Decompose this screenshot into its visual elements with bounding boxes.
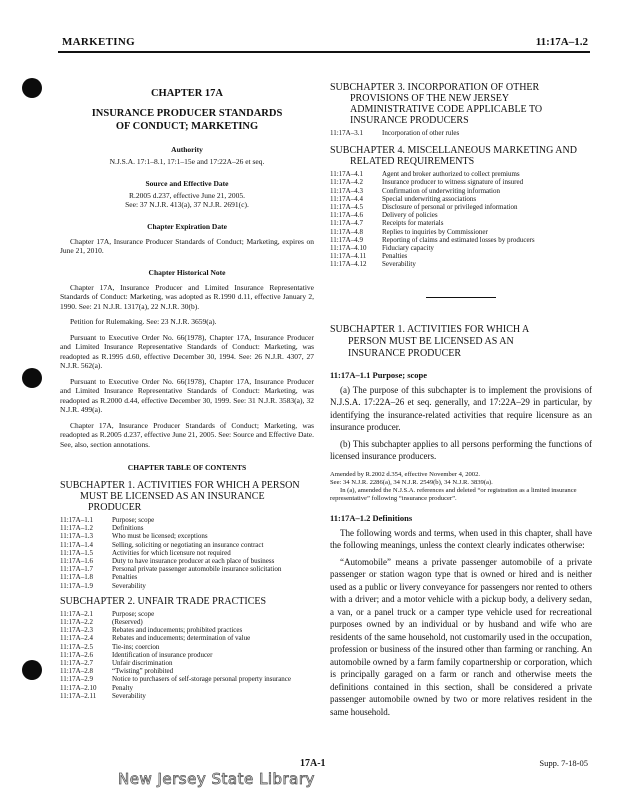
toc-entry [60, 573, 281, 581]
right-column [330, 82, 592, 718]
amendment-note-line1: Amended by R.2002 d.354, effective November 4, 2002. [330, 470, 481, 478]
toc-subchapter-4-list [330, 170, 535, 268]
toc-entry [60, 557, 281, 565]
toc-subchapter-4-heading [330, 145, 592, 167]
toc-entry [60, 675, 291, 683]
history-para: Pursuant to Executive Order No. 66(1978), Chapter 17A, Insurance Producer and Limited Insurance Representative Standards of Conduct: Marketing, was readopted as R.2000 d.44, effective December 30, 1999. See: 31 N.J.R. 3583(a), 32 N.J.R. 499(a). [60, 376, 314, 414]
toc-entry [330, 236, 535, 244]
history-heading: Chapter Historical Note [148, 267, 226, 277]
toc-entry-title: “Twisting” prohibited [112, 667, 174, 676]
toc-entry-title: Receipts for materials [382, 219, 444, 228]
toc-entry-number: 11:17A–1.9 [60, 581, 93, 590]
toc-sub2-line1: SUBCHAPTER 2. UNFAIR TRADE PRACTICES [60, 595, 267, 607]
toc-sub4-line1: SUBCHAPTER 4. MISCELLANEOUS MARKETING AND [330, 145, 577, 157]
toc-entry [60, 582, 281, 590]
toc-entry-number: 11:17A–3.1 [330, 129, 363, 137]
toc-entry-title: Special underwriting associations [382, 194, 477, 203]
toc-entry-title: Unfair discrimination [112, 659, 173, 668]
toc-entry-number: 11:17A–4.7 [330, 219, 363, 228]
toc-sub3-line3: ADMINISTRATIVE CODE APPLICABLE TO [350, 104, 543, 115]
toc-entry-title: Severability [112, 581, 146, 590]
toc-entry-number: 11:17A–4.6 [330, 211, 363, 220]
history-para: Pursuant to Executive Order No. 66(1978), Chapter 17A, Insurance Producer and Limited Insurance Representative Standards of Conduct: Marketing, was readopted as R.1995 d.60, effective December 30, 1994. See: 26 N.J.R. 4307, 27 N.J.R. 562(a). [60, 332, 314, 370]
toc-entry-title: Insurance producer to witness signature of insured [382, 178, 524, 187]
toc-entry [330, 170, 535, 178]
toc-entry-number: 11:17A–4.3 [330, 186, 363, 195]
punch-hole-top [22, 78, 42, 98]
toc-entry-number: 11:17A–1.6 [60, 557, 93, 566]
toc-entry-title: Activities for which licensure not required [112, 548, 231, 557]
toc-entry-number: 11:17A–1.5 [60, 548, 93, 557]
toc-entry [60, 626, 291, 634]
toc-entry-number: 11:17A–2.1 [60, 609, 93, 618]
toc-entry-number: 11:17A–2.6 [60, 650, 93, 659]
toc-entry-title: Rebates and inducements; determination of value [112, 634, 251, 643]
rule-1-1-para-a: (a) The purpose of this subchapter is to implement the provisions of N.J.S.A. 17:22A–26 et seq. generally, and 17:22A–29 in particular, by identifying the insurance-related activities that require licensure as an insurance producer. [330, 384, 592, 433]
toc-entry-title: Personal private passenger automobile insurance solicitation [112, 565, 282, 574]
toc-entry [60, 692, 291, 700]
toc-entry-title: Incorporation of other rules [382, 129, 460, 137]
toc-entry [60, 541, 281, 549]
toc-entry [60, 549, 281, 557]
toc-entry-number: 11:17A–4.9 [330, 235, 363, 244]
toc-entry-title: Disclosure of personal or privileged information [382, 203, 518, 212]
toc-entry-number: 11:17A–4.8 [330, 227, 363, 236]
toc-entry [330, 203, 535, 211]
toc-entry-title: Notice to purchasers of self-storage personal property insurance [112, 675, 292, 684]
subchapter-1-line3: INSURANCE PRODUCER [348, 347, 462, 359]
toc-entry [60, 643, 291, 651]
source-line1: R.2005 d.237, effective June 21, 2005. [128, 190, 246, 200]
punch-hole-bottom [22, 660, 42, 680]
subchapter-1-heading [330, 324, 592, 360]
toc-entry-title: Penalties [382, 252, 408, 261]
toc-entry-title: Duty to have insurance producer at each place of business [112, 557, 275, 566]
toc-heading: CHAPTER TABLE OF CONTENTS [127, 463, 247, 472]
history-para: Petition for Rulemaking. See: 23 N.J.R. 3659(a). [70, 317, 217, 326]
rule-1-2-heading: 11:17A–1.2 Definitions [330, 512, 413, 523]
rule-1-1-para-b: (b) This subchapter applies to all persons performing the functions of licensed insurance producers. [330, 438, 592, 462]
chapter-subtitle-line2: OF CONDUCT; MARKETING [115, 121, 259, 132]
toc-entry [330, 211, 535, 219]
toc-entry-number: 11:17A–2.3 [60, 626, 93, 635]
toc-entry-title: Penalty [112, 683, 133, 692]
toc-entry-number: 11:17A–2.2 [60, 618, 93, 627]
toc-entry [330, 129, 459, 137]
toc-entry-title: (Reserved) [112, 618, 143, 627]
toc-entry-number: 11:17A–2.8 [60, 667, 93, 676]
toc-entry [60, 659, 291, 667]
toc-entry-title: Tie-ins; coercion [112, 642, 160, 651]
toc-entry-number: 11:17A–1.4 [60, 540, 93, 549]
toc-entry-number: 11:17A–2.9 [60, 675, 93, 684]
toc-entry-title: Reporting of claims and estimated losses by producers [382, 235, 535, 244]
toc-entry [60, 651, 291, 659]
toc-entry-number: 11:17A–4.1 [330, 170, 363, 179]
toc-entry-number: 11:17A–4.5 [330, 203, 363, 212]
running-header-right: 11:17A–1.2 [535, 36, 588, 48]
toc-subchapter-1-list [60, 516, 281, 590]
subchapter-1-line2: PERSON MUST BE LICENSED AS AN [348, 335, 514, 347]
toc-entry [330, 244, 535, 252]
toc-entry-title: Agent and broker authorized to collect premiums [382, 170, 520, 179]
toc-entry-title: Purpose; scope [112, 516, 155, 524]
toc-entry-number: 11:17A–1.3 [60, 532, 93, 541]
rule-1-2-intro: The following words and terms, when used in this chapter, shall have the following meanings, unless the context clearly indicates otherwise: [330, 527, 592, 551]
toc-entry-number: 11:17A–4.2 [330, 178, 363, 187]
toc-entry [60, 532, 281, 540]
toc-entry [330, 228, 535, 236]
toc-subchapter-1-heading [60, 480, 314, 513]
toc-entry-number: 11:17A–4.11 [330, 252, 367, 261]
toc-entry [60, 610, 291, 618]
toc-entry-number: 11:17A–1.1 [60, 516, 93, 524]
toc-entry [60, 684, 291, 692]
toc-entry-title: Severability [382, 260, 416, 269]
source-line2: See: 37 N.J.R. 413(a), 37 N.J.R. 2691(c). [125, 200, 249, 209]
history-para: Chapter 17A, Insurance Producer Standards of Conduct; Marketing, was readopted as R.2005 d.237, effective June 21, 2005. See: Source and Effective Date. See, also, section annotations. [60, 420, 314, 449]
authority-text: N.J.S.A. 17:1–8.1, 17:1–15e and 17:22A–26 et seq. [109, 157, 265, 166]
toc-entry-number: 11:17A–2.11 [60, 691, 97, 700]
toc-entry-title: Fiduciary capacity [382, 244, 434, 253]
toc-entry [60, 667, 291, 675]
authority-heading: Authority [171, 145, 203, 154]
toc-sub1-line1: SUBCHAPTER 1. ACTIVITIES FOR WHICH A PERSON [60, 480, 300, 491]
toc-entry-number: 11:17A–4.4 [330, 194, 363, 203]
toc-entry [330, 219, 535, 227]
chapter-subtitle [60, 107, 314, 133]
toc-sub3-line1: SUBCHAPTER 3. INCORPORATION OF OTHER [330, 82, 540, 93]
toc-entry-number: 11:17A–4.10 [330, 244, 367, 253]
toc-entry [330, 178, 535, 186]
toc-entry-number: 11:17A–2.7 [60, 659, 93, 668]
toc-entry-number: 11:17A–2.5 [60, 642, 93, 651]
toc-sub1-line3: PRODUCER [88, 502, 142, 513]
toc-entry-title: Severability [112, 691, 146, 700]
toc-entry-title: Rebates and inducements; prohibited practices [112, 626, 243, 635]
source-heading: Source and Effective Date [145, 178, 229, 188]
rule-1-1-heading: 11:17A–1.1 Purpose; scope [330, 369, 428, 380]
expiration-heading: Chapter Expiration Date [147, 221, 227, 231]
punch-hole-middle [22, 368, 42, 388]
toc-entry-number: 11:17A–1.2 [60, 524, 93, 533]
page-number: 17A-1 [300, 758, 326, 769]
library-watermark: New Jersey State Library [118, 770, 315, 788]
left-column [60, 60, 314, 700]
toc-entry [60, 524, 281, 532]
subchapter-1-line1: SUBCHAPTER 1. ACTIVITIES FOR WHICH A [330, 323, 530, 335]
toc-entry-number: 11:17A–4.12 [330, 260, 367, 269]
toc-entry [330, 260, 535, 268]
toc-entry-title: Selling, soliciting or negotiating an insurance contract [112, 540, 264, 549]
running-header-left: MARKETING [62, 36, 135, 48]
toc-entry-title: Replies to inquiries by Commissioner [382, 227, 488, 236]
toc-entry [330, 195, 535, 203]
toc-entry-number: 11:17A–1.7 [60, 565, 93, 574]
toc-subchapter-3-heading [330, 82, 592, 126]
toc-subchapter-2-heading [60, 596, 314, 607]
toc-subchapter-3-list [330, 129, 459, 137]
toc-sub3-line2: PROVISIONS OF THE NEW JERSEY [350, 93, 510, 104]
chapter-subtitle-line1: INSURANCE PRODUCER STANDARDS [91, 108, 283, 119]
toc-entry-title: Purpose; scope [112, 609, 155, 618]
toc-entry-title: Definitions [112, 524, 144, 533]
toc-entry [60, 516, 281, 524]
chapter-title: CHAPTER 17A [150, 88, 224, 99]
toc-sub3-line4: INSURANCE PRODUCERS [350, 115, 469, 126]
history-para: Chapter 17A, Insurance Producer and Limited Insurance Representative Standards of Conduct: Marketing, was adopted as R.1990 d.11, effective January 2, 1990. See: 21 N.J.R. 1317(a), 22 N.J.R. 30(b). [60, 282, 314, 311]
amendment-note-line2: See: 34 N.J.R. 2286(a), 34 N.J.R. 2549(b), 34 N.J.R. 3839(a). [330, 478, 493, 486]
toc-entry [330, 187, 535, 195]
toc-entry [60, 634, 291, 642]
supplement-date: Supp. 7-18-05 [539, 758, 588, 768]
toc-entry-title: Who must be licensed; exceptions [112, 532, 208, 541]
section-divider [426, 297, 496, 298]
expiration-text: Chapter 17A, Insurance Producer Standards of Conduct; Marketing, expires on June 21, 2010. [60, 236, 314, 255]
definition-automobile: “Automobile” means a private passenger automobile of a private passenger or station wagon type that is owned or hired and is neither used as a public or livery conveyance for passengers nor rented to others with a driver; and a motor vehicle with a pickup body, a delivery sedan, a van, or a panel truck or a camper type vehicle used for recreational purposes owned by an individual or by husband and wife who are residents of the same household, not customarily used in the occupation, profession or business of the insured other than farming or ranching. An automobile owned by a farm family copartnership or corporation, which is principally garaged on a farm or ranch and otherwise meets the definitions contained in this section, shall be considered a private passenger automobile owned by two or more relatives resident in the same household. [330, 556, 592, 717]
header-rule [58, 51, 590, 53]
toc-entry-title: Penalties [112, 573, 138, 582]
toc-entry-title: Identification of insurance producer [112, 650, 213, 659]
toc-entry-number: 11:17A–2.10 [60, 683, 97, 692]
toc-entry-number: 11:17A–2.4 [60, 634, 93, 643]
toc-entry [330, 252, 535, 260]
toc-entry [60, 618, 291, 626]
toc-entry [60, 565, 281, 573]
toc-subchapter-2-list [60, 610, 291, 700]
amendment-note-line3: In (a), amended the N.J.S.A. references and deleted “or registration as a limited insurance representative” following “insurance producer”. [330, 486, 577, 502]
toc-entry-number: 11:17A–1.8 [60, 573, 93, 582]
toc-sub4-line2: RELATED REQUIREMENTS [350, 156, 475, 168]
toc-entry-title: Confirmation of underwriting information [382, 186, 501, 195]
toc-sub1-line2: MUST BE LICENSED AS AN INSURANCE [80, 491, 265, 502]
toc-entry-title: Delivery of policies [382, 211, 438, 220]
